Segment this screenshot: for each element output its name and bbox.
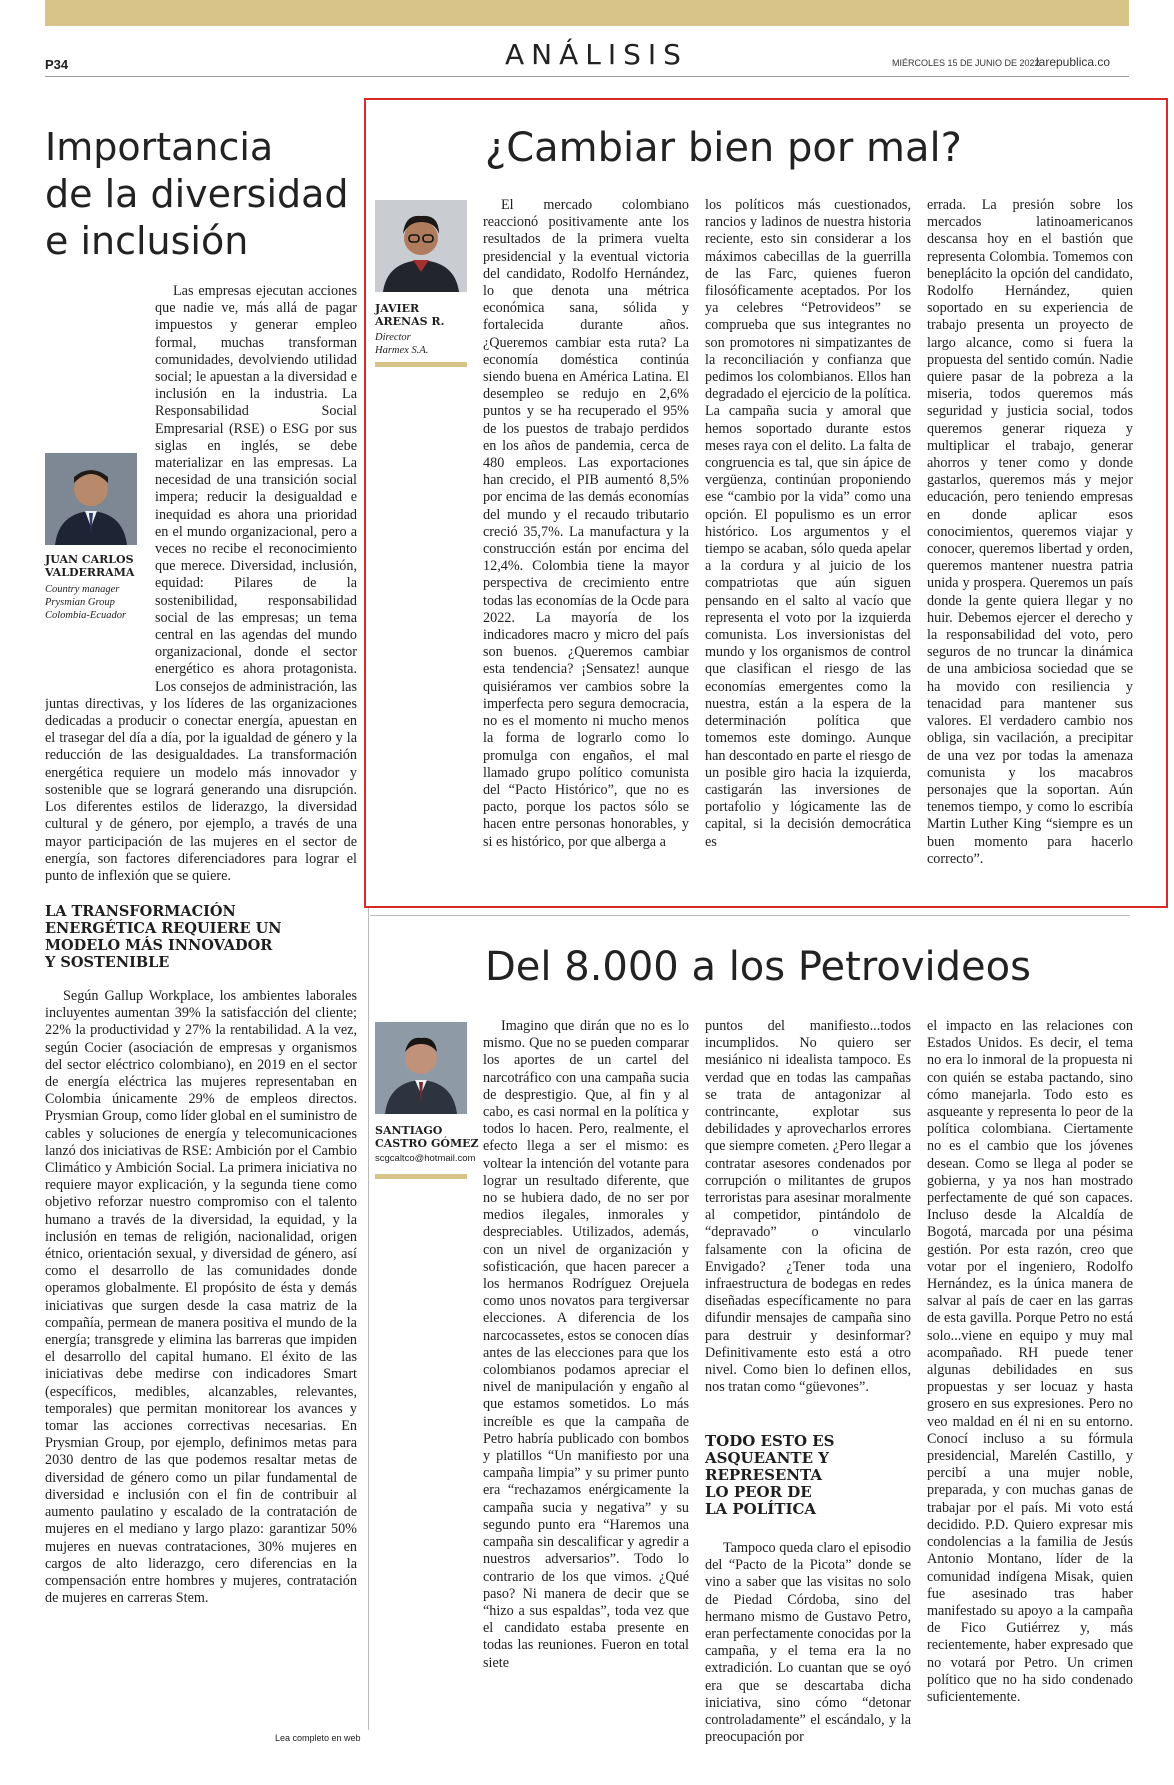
author-name-line: JUAN CARLOS: [45, 553, 134, 566]
portrait-icon: [375, 1022, 467, 1114]
article3-col2-top: [705, 1018, 911, 1422]
article2-col1: [483, 197, 689, 887]
author-name-arenas: [375, 302, 444, 328]
author-role-arenas: [375, 331, 428, 357]
author-role-line: Director: [375, 332, 411, 343]
article3-col2-bottom: [705, 1540, 911, 1746]
author-underline: [375, 1174, 467, 1179]
header-rule: [45, 76, 1129, 77]
article1-paragraph: Las empresas ejecutan acciones que nadie ve, más allá de pagar impuestos y generar empleo formal, muchas transforman comunidades, devolviendo utilidad social; le apuestan a la diversidad e inclusión en la industria. La Responsabilidad Social Empresarial (RSE) o ESG por sus siglas en inglés, se debe materializar en las empresas. La necesidad de una transición social impera; reducir la desigualdad e inequidad es ahora una prioridad en el mundo organizacional, pero a veces no recibe el reconocimiento que merece. Diversidad, inclusión, equidad: Pilares de la sostenibilidad, responsabilidad social de las empresas; un tema central en las agendas del mundo organizacional, donde el sector energético es ahora protagonista. Los consejos de administración, las juntas directivas, y los líderes de las organizaciones dedicadas a producir o conectar energía, apuestan en el trasegar del día a día, por la igualdad de género y la reducción de las desigualdades. La transformación energética requiere un modelo más innovador y sostenible que se logrará generando una disrupción. Los diferentes estilos de liderazgo, la diversidad cultural y de género, por ejemplo, a través de una mayor participación de las mujeres en el sector de energía, son factores diferenciadores para lograr el punto de inflexión que se quiere.: [45, 283, 357, 884]
article2-paragraph: errada. La presión sobre los mercados latinoamericanos descansa hoy en el bastión que representa Colombia. Tomemos con beneplácito la opción del candidato, Rodolfo Hernández, quien soportado en su experiencia de trabajo presenta un proyecto de largo alcance, como si fuera la propuesta del sentido común. Nadie quiere pasar de la pobreza a la miseria, todos queremos más seguridad y justicia social, todos queremos generar riqueza y multiplicar el trabajo, generar ahorros y tener como y donde gastarlos, queremos más y mejor educación, pero teniendo empresas en donde aplicar esos conocimientos, queremos viajar y conocer, queremos libertad y orden, queremos mantener nuestra patria unida y prospera. Queremos un país donde la gente quiera llegar y no huir. Debemos ejercer el derecho y la responsabilidad del voto, pero seguros de no truncar la dinámica de una ambiciosa sociedad que se ha movido con resiliencia y tenacidad para mantener sus valores. El verdadero cambio nos obliga, sin vacilación, a precipitar de una vez por todas la amenaza comunista y los macabros personajes que la soportan. Aún tenemos tiempo, y como lo escribía Martin Luther King “siempre es un buen momento para hacerlo correcto”.: [927, 197, 1133, 867]
author-name-line: SANTIAGO: [375, 1124, 443, 1137]
author-photo-arenas: [375, 200, 467, 292]
article1-title-line: e inclusión: [45, 219, 249, 263]
author-underline: [375, 362, 467, 367]
article1-paragraph: Según Gallup Workplace, los ambientes laborales incluyentes aumentan 39% la satisfacción del cliente; 22% la productividad y 27% la rentabilidad. A la vez, según Cocier (asociación de empresas y organismos del sector eléctrico colombiano), en 2019 en el sector de energía eléctrica las mujeres representaban en Colombia únicamente 29% de empleos directos. Prysmian Group, como líder global en el suministro de cables y soluciones de energía y telecomunicaciones lanzó dos iniciativas de RSE: Ambición por el Cambio Climático y Ambición Social. La primera iniciativa no requiere mayor explicación, y la segunda tiene como objetivo reforzar nuestro compromiso con el talento humano a través de la diversidad, la equidad, y la inclusión en temas de religión, nacionalidad, origen étnico, orientación sexual, y diversidad de género, así como el desarrollo de las comunidades donde operamos globalmente. El propósito de ésta y demás iniciativas que surgen desde la casa matriz de la compañía, permean de manera positiva el mundo de la energía; transgrede y elimina las barreras que impiden el desarrollo del capital humano. El éxito de las iniciativas debe medirse con indicadores Smart (específicos, medibles, alcanzables, relevantes, temporales) que permitan monitorear los avances y tomar las acciones correctivas necesarias. En Prysmian Group, por ejemplo, definimos metas para 2030 dentro de las que podemos resaltar metas de diversidad de género como un pilar fundamental de diversidad e inclusión con el fin de contribuir al aumento paulatino y escalado de la contratación de mujeres en el mediano y largo plazo: garantizar 50% mujeres en nuevas contrataciones, 30% mujeres en cargos de alto liderazgo, cero diferencias en la compensación entre hombres y mujeres, contratación de mujeres en carreras Stem.: [45, 988, 357, 1607]
article1-body-top: [45, 283, 357, 889]
author-role-line: Harmex S.A.: [375, 345, 429, 356]
article1-body-bottom: [45, 988, 357, 1726]
page-number: P34: [45, 57, 69, 72]
portrait-icon: [375, 200, 467, 292]
author-role-line: Country manager: [45, 584, 120, 595]
pull-quote: [705, 1433, 835, 1518]
subhead-line: LA TRANSFORMACIÓN: [45, 903, 236, 920]
article3-col1: [483, 1018, 689, 1746]
read-more-link[interactable]: Lea completo en web: [275, 1733, 361, 1743]
site-link[interactable]: larepublica.co: [1036, 55, 1111, 69]
issue-date: MIÉRCOLES 15 DE JUNIO DE 2022: [892, 58, 1040, 68]
article3-paragraph: Tampoco queda claro el episodio del “Pacto de la Picota” donde se vino a saber que las visitas no solo de Piedad Córdoba, sino del hermano mismo de Gustavo Petro, eran perfectamente conocidas por la campaña, y el tema era la no extradición. Lo cuantan que se oyó era que se descartaba dicha iniciativa, sino cómo “detonar controladamente” el escándalo, y la preocupación por: [705, 1540, 911, 1746]
article2-col2: [705, 197, 911, 887]
pull-quote-line: LA POLÍTICA: [705, 1500, 817, 1518]
author-name-castro: [375, 1124, 479, 1150]
article1-subhead: [45, 903, 345, 971]
pull-quote-line: TODO ESTO ES: [705, 1432, 835, 1450]
article-divider: [370, 915, 1130, 916]
article3-paragraph: Imagino que dirán que no es lo mismo. Que no se pueden comparar los aportes de un cartel del narcotráfico con una campaña sucia de desprestigio. Que, al fin y al cabo, es casi normal en la política y todos lo hacen. Pero, realmente, el efecto llega a ser el mismo: es voltear la intención del votante para lograr un resultado diferente, que no se hubiera dado, de no ser por medios ilegales, inmorales y despreciables. Utilizados, además, con un nivel de organización y sofisticación, que hacen parecer a los hermanos Rodríguez Orejuela como unos novatos para tergiversar elecciones. A diferencia de los narcocassetes, estos se conocen días antes de las elecciones para que los colombianos podamos apreciar el nivel de manipulación y engaño al que estamos sometidos. Lo más increíble es que la campaña de Petro habría publicado con bombos y platillos “Un manifiesto por una campaña limpia” y su primer punto era “rechazamos enérgicamente la campaña sucia y negativa” y su segundo punto era “Haremos una campaña sin descalificar y agredir a nuestros adversarios”. Todo lo contrario de los que vimos. ¿Qué paso? Ni manera de decir que se “hizo a sus espaldas”, toda vez que el candidato estaba presente en todas las reuniones. Fueron en total siete: [483, 1018, 689, 1671]
author-name-line: CASTRO GÓMEZ: [375, 1137, 479, 1150]
article1-title-line: de la diversidad: [45, 172, 349, 216]
article2-paragraph: El mercado colombiano reaccionó positivamente ante los resultados de la primera vuelta presidencial y la eventual victoria del candidato, Rodolfo Hernández, lo que denota una métrica económica sana, sólida y fortalecida durante años. ¿Queremos cambiar esta ruta? La economía doméstica continúa siendo buena en América Latina. El desempleo se redujo en 2,6% puntos y se ha recuperado el 95% de los puestos de trabajo perdidos en los años de pandemia, cerca de 480 empleos. Las exportaciones han crecido, el PIB aumentó 8,5% por encima de las demás economías del mundo y el recaudo tributario creció 35,7%. La manufactura y la construcción están por encima del 12,4%. Colombia tiene la mayor perspectiva de crecimiento entre todas las economías de la Ocde para 2022. La mayoría de los indicadores macro y micro del país son buenos. ¿Queremos cambiar esta tendencia? ¡Sensatez! aunque quisiéramos ver cambios sobre la imperfecta pero segura democracia, no es el momento ni mucho menos la forma de lograrlo como lo promulga con engaños, el mal llamado grupo político comunista del “Pacto Histórico”, que no es pacto, porque los pactos sólo se hacen entre personas honorables, y si es histórico, por que alberga a: [483, 197, 689, 850]
author-photo-castro: [375, 1022, 467, 1114]
author-name-line: VALDERRAMA: [45, 566, 135, 579]
article3-title: Del 8.000 a los Petrovideos: [485, 944, 1031, 990]
pull-quote-line: LO PEOR DE: [705, 1483, 812, 1501]
author-role-line: Colombia-Ecuador: [45, 610, 127, 621]
column-divider: [368, 908, 369, 1730]
author-email[interactable]: scgcaltco@hotmail.com: [375, 1153, 476, 1164]
pull-quote-line: ASQUEANTE Y: [705, 1449, 829, 1467]
article2-title: ¿Cambiar bien por mal?: [485, 125, 962, 171]
subhead-line: Y SOSTENIBLE: [45, 954, 170, 971]
author-name-line: ARENAS R.: [375, 315, 445, 328]
article3-paragraph: el impacto en las relaciones con Estados Unidos. Es decir, el tema no era lo inmoral de la propuesta ni con quién se estaba pactando, sino cómo manejarla. Todo esto es asqueante y representa lo peor de la política colombiana. Ciertamente no es el cambio que los jóvenes desean. Como se llega al poder se gobierna, y ya nos han mostrado perfectamente de qué son capaces. Incluso desde la Alcaldía de Bogotá, marcada por una pésima gestión. Por esta razón, creo que votar por el ingeniero, Rodolfo Hernández, es la única manera de salvar al país de caer en las garras de esta gavilla. Porque Petro no está solo...viene en equipo y muy mal acompañado. RH puede tener algunas debilidades en sus propuestas y ser locuaz y hasta grosero en sus expresiones. Pero no veo maldad en él ni en su entorno. Conocí incluso a su fórmula presidencial, Marelén Castillo, y percibí a una mujer noble, preparada, y con muchas ganas de trabajar por el país. Mi voto está decidido. P.D. Quiero expresar mis condolencias a la familia de Jesús Antonio Montano, líder de la comunidad indígena Misak, quien fue asesinado tras haber manifestado su apoyo a la campaña de Fico Gutiérrez y, más recientemente, haber expresado que no votará por Petro. Un crimen político que no ha sido condenado suficientemente.: [927, 1018, 1133, 1705]
author-name-line: JAVIER: [375, 302, 420, 315]
subhead-line: MODELO MÁS INNOVADOR: [45, 937, 273, 954]
author-role-line: Prysmian Group: [45, 597, 115, 608]
article3-col3: [927, 1018, 1133, 1746]
top-color-band: [45, 0, 1129, 26]
article2-paragraph: los políticos más cuestionados, rancios y ladinos de nuestra historia reciente, esto sin considerar a los máximos cabecillas de la guerrilla de las Farc, quienes fueron filosóficamente aceptados. Por los ya celebres “Petrovideos” se comprueba que sus integrantes no son promotores ni simpatizantes de la reconciliación y confianza que pedimos los colombianos. Ellos han degradado el ejercicio de la política. La campaña sucia y amoral que hemos soportado durante estos meses raya con el delito. La falta de congruencia es tal, que sin ápice de vergüenza, continúan proponiendo ese “cambio por la vida” como una opción. El populismo es un error histórico. Los argumentos y el tiempo se acaban, sólo queda apelar a la cordura y al juicio de los compatriotas que aún siguen pensando en el salto al vacío que representa el voto por la izquierda comunista. Los inversionistas del mundo y los organismos de control que clasifican el riesgo de las economías emergentes como la nuestra, están a la espera de la determinación política que tomemos este domingo. Aunque han descontado en parte el riesgo de un posible giro hacia la izquierda, castigarán las inversiones de portafolio y lógicamente las de capital, si la decisión democrática es: [705, 197, 911, 850]
article1-title-line: Importancia: [45, 125, 274, 169]
article3-paragraph: puntos del manifiesto...todos incumplidos. No quiero ser mesiánico ni idealista tampoco. Es verdad que en todas las campañas se trata de antagonizar al contrincante, explotar sus debilidades y aprovecharlos errores que siempre cometen. ¿Pero llegar a contratar asesores condenados por corrupción o militantes de grupos terroristas para asesinar moralmente al competidor, pintándolo de “depravado” o vincularlo falsamente con la oficina de Envigado? ¿Tener toda una infraestructura de bodegas en redes diseñadas específicamente no para difundir mensajes de campaña sino para destruir y desinformar? Definitivamente esto está a otro nivel. Como bien lo definen ellos, nos tratan como “güevones”.: [705, 1018, 911, 1396]
photo-float-space: [45, 453, 155, 695]
article1-title: [45, 124, 349, 265]
article2-col3: [927, 197, 1133, 887]
pull-quote-line: REPRESENTA: [705, 1466, 823, 1484]
section-title: ANÁLISIS: [505, 38, 688, 71]
subhead-line: ENERGÉTICA REQUIERE UN: [45, 920, 282, 937]
